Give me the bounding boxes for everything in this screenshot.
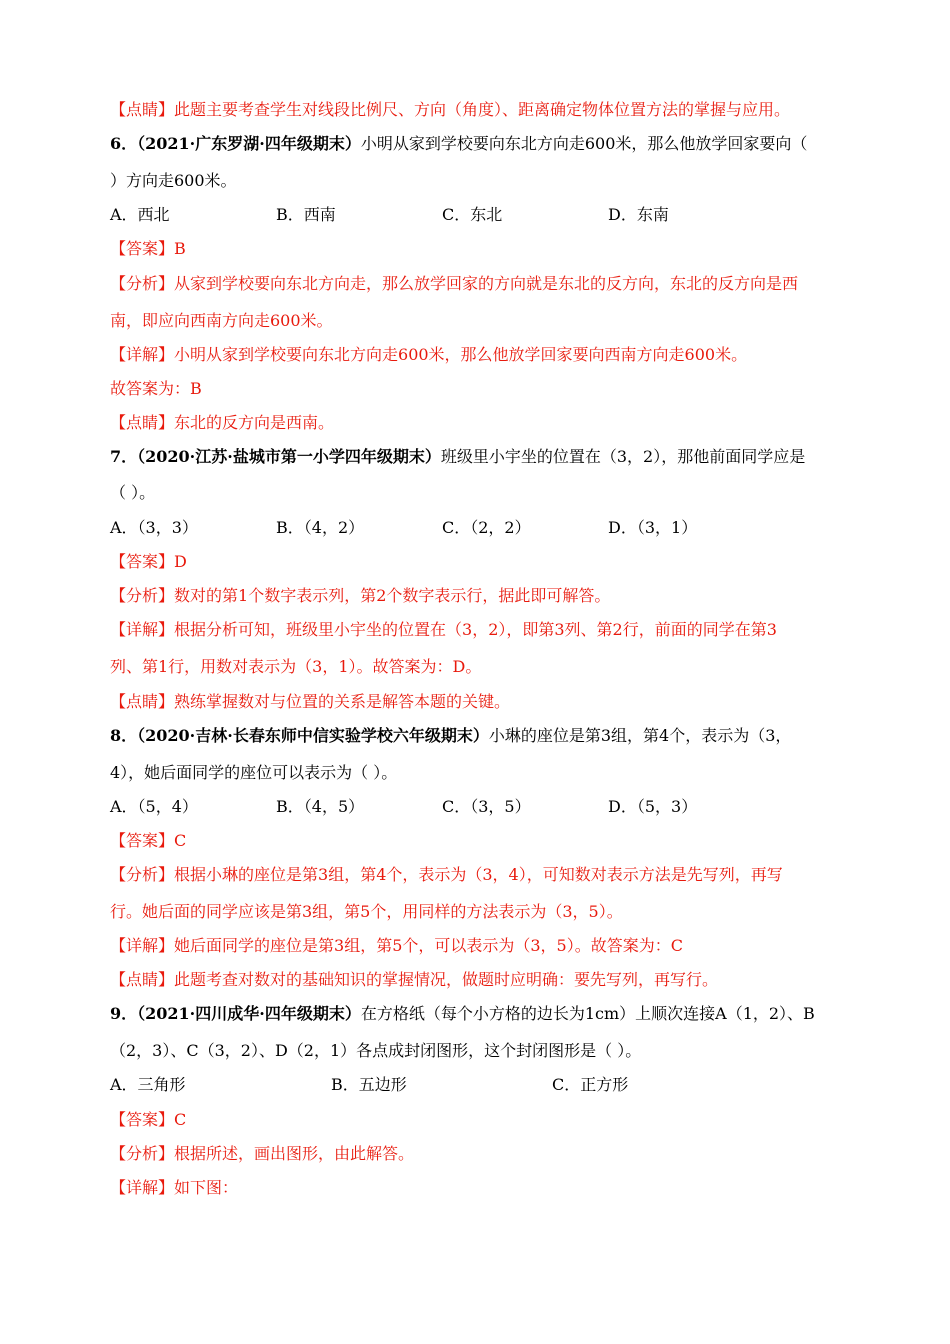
q8-detail: 【详解】她后面同学的座位是第3组，第5个，可以表示为（3，5）。故答案为：C — [110, 936, 683, 955]
q8-option-b: B．（4，5） — [276, 797, 365, 816]
q8-option-d: D．（5，3） — [608, 797, 698, 816]
q9-option-c: C．正方形 — [552, 1075, 629, 1094]
q8-stem-cont: 4），她后面同学的座位可以表示为（ ）。 — [110, 763, 398, 782]
q9-option-a: A．三角形 — [110, 1075, 186, 1094]
q7-dianjing: 【点睛】熟练掌握数对与位置的关系是解答本题的关键。 — [110, 692, 511, 711]
q7-stem-cont: （ ）。 — [110, 483, 156, 502]
q7-option-a: A．（3，3） — [110, 518, 198, 537]
q6-option-a: A．西北 — [110, 205, 170, 224]
q8-answer: 【答案】C — [110, 831, 187, 850]
q7-analysis: 【分析】数对的第1个数字表示列，第2个数字表示行，据此即可解答。 — [110, 586, 611, 605]
q8-stem: 8．（2020·吉林·长春东师中信实验学校六年级期末）小琳的座位是第3组，第4个，表示为（3， — [110, 726, 792, 745]
q9-stem: 9．（2021·四川成华·四年级期末）在方格纸（每个小方格的边长为1cm）上顺次连接A（1，2）、B — [110, 1004, 815, 1023]
q7-option-d: D．（3，1） — [608, 518, 698, 537]
q7-stem: 7．（2020·江苏·盐城市第一小学四年级期末）班级里小宇坐的位置在（3，2），那他前面同学应是 — [110, 447, 806, 466]
q8-analysis-cont: 行。她后面的同学应该是第3组，第5个，用同样的方法表示为（3，5）。 — [110, 902, 623, 921]
q8-option-a: A．（5，4） — [110, 797, 198, 816]
q6-option-d: D．东南 — [608, 205, 669, 224]
q6-option-c: C．东北 — [442, 205, 503, 224]
q7-option-b: B．（4，2） — [276, 518, 365, 537]
q6-analysis-cont: 南，即应向西南方向走600米。 — [110, 311, 333, 330]
q7-option-c: C．（2，2） — [442, 518, 531, 537]
q6-stem: 6．（2021·广东罗湖·四年级期末）小明从家到学校要向东北方向走600米，那么他放学回家要向（ — [110, 134, 808, 153]
q6-final-answer: 故答案为：B — [110, 379, 202, 398]
q9-stem-cont: （2，3）、C（3，2）、D（2，1）各点成封闭图形，这个封闭图形是（ ）。 — [110, 1041, 642, 1060]
q5-dianjing: 【点睛】此题主要考查学生对线段比例尺、方向（角度）、距离确定物体位置方法的掌握与应用。 — [110, 100, 791, 119]
q7-answer: 【答案】D — [110, 552, 187, 571]
q9-option-b: B．五边形 — [331, 1075, 407, 1094]
q6-stem-cont: ）方向走600米。 — [110, 171, 237, 190]
q8-option-c: C．（3，5） — [442, 797, 531, 816]
q9-answer: 【答案】C — [110, 1110, 187, 1129]
q6-dianjing: 【点睛】东北的反方向是西南。 — [110, 413, 335, 432]
q8-analysis: 【分析】根据小琳的座位是第3组，第4个，表示为（3，4），可知数对表示方法是先写列，再写 — [110, 865, 783, 884]
q7-detail-cont: 列、第1行，用数对表示为（3，1）。故答案为：D。 — [110, 657, 482, 676]
q6-detail: 【详解】小明从家到学校要向东北方向走600米，那么他放学回家要向西南方向走600米。 — [110, 345, 748, 364]
q6-analysis: 【分析】从家到学校要向东北方向走，那么放学回家的方向就是东北的反方向，东北的反方向是西 — [110, 274, 799, 293]
q6-option-b: B．西南 — [276, 205, 336, 224]
q8-dianjing: 【点睛】此题考查对数对的基础知识的掌握情况，做题时应明确：要先写列，再写行。 — [110, 970, 719, 989]
q9-analysis: 【分析】根据所述，画出图形，由此解答。 — [110, 1144, 415, 1163]
q7-detail: 【详解】根据分析可知，班级里小宇坐的位置在（3，2），即第3列、第2行，前面的同学在第3 — [110, 620, 777, 639]
q9-detail: 【详解】如下图： — [110, 1178, 239, 1197]
q6-answer: 【答案】B — [110, 239, 186, 258]
